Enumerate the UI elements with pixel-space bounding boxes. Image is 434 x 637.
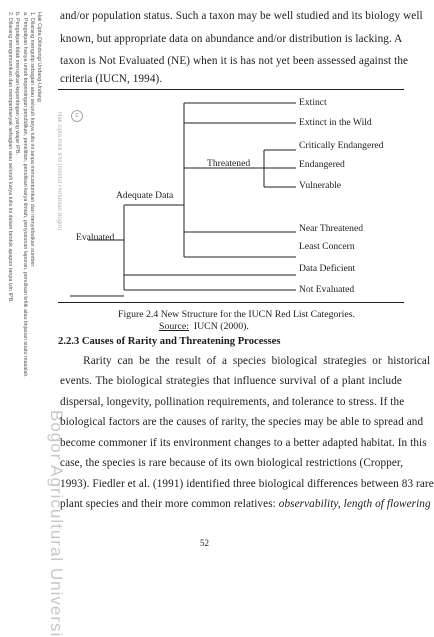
node-data-deficient: Data Deficient bbox=[299, 263, 356, 274]
section-line-6: case, the species is rare because of its own biological restrictions (Cropper, bbox=[60, 457, 404, 469]
section-heading: 2.2.3 Causes of Rarity and Threatening Processes bbox=[58, 336, 281, 347]
intro-line-1: and/or population status. Such a taxon may be well studied and its biology well bbox=[60, 10, 423, 22]
copyright-circle-icon: c bbox=[71, 110, 83, 122]
node-near-threatened: Near Threatened bbox=[299, 223, 364, 234]
watermark-university-text: Bogor Agricultural Universi bbox=[47, 410, 66, 637]
section-line-8 bbox=[60, 498, 431, 510]
figure-source bbox=[159, 321, 249, 332]
node-not-evaluated: Not Evaluated bbox=[299, 284, 355, 295]
watermark-center-text: Hak cipta milik IPB (Institut Pertanian Bogor) bbox=[56, 112, 62, 231]
figure-caption: Figure 2.4 New Structure for the IUCN Red List Categories. bbox=[118, 309, 355, 320]
node-critically-endangered: Critically Endangered bbox=[299, 140, 384, 151]
intro-line-4: criteria (IUCN, 1994). bbox=[60, 73, 163, 85]
node-least-concern: Least Concern bbox=[299, 241, 355, 252]
node-adequate-data: Adequate Data bbox=[116, 190, 174, 201]
watermark-line-4: 2. Dilarang mengumumkan dan memperbanyak sebagian atau seluruh karya tulis ini dalam bentuk apapun tanpa izin IPB. bbox=[7, 12, 14, 303]
source-text: IUCN (2000). bbox=[188, 321, 249, 332]
page-number: 52 bbox=[200, 538, 209, 548]
section-line-1: Rarity can be the result of a species biological strategies or historical bbox=[60, 355, 431, 367]
section-line-4: biological factors are the causes of rarity, the species may be able to spread and bbox=[60, 416, 424, 428]
watermark-heading: Hak Cipta Dilindungi Undang-Undang bbox=[36, 12, 43, 102]
watermark-line-3: b. Pengutipan tidak merugikan kepentingan yang wajar IPB. bbox=[14, 12, 21, 155]
node-extinct: Extinct bbox=[299, 97, 327, 108]
node-evaluated: Evaluated bbox=[76, 232, 115, 243]
section-line-2: events. The biological strategies that influence survival of a plant include bbox=[60, 375, 402, 387]
section-line-8-italic: observability, length of flowering bbox=[278, 498, 431, 510]
watermark-line-2: a. Pengutipan hanya untuk kepentingan pendidikan, penelitian, penulisan karya ilmiah, penyusunan laporan, penulisan kritik atau tinjauan suatu masalah. bbox=[21, 12, 28, 378]
node-vulnerable: Vulnerable bbox=[299, 180, 342, 191]
node-threatened: Threatened bbox=[207, 158, 251, 169]
source-label: Source: bbox=[159, 321, 189, 332]
figure-bottom-rule bbox=[58, 302, 404, 303]
node-endangered: Endangered bbox=[299, 159, 345, 170]
section-line-8-plain: plant species and their more common relatives: bbox=[60, 498, 279, 510]
intro-line-3: taxon is Not Evaluated (NE) when it is has not yet been assessed against the bbox=[60, 55, 409, 67]
watermark-line-1: 1. Dilarang mengutip sebagian atau seluruh karya tulis ini tanpa mencantumkan dan menyebutkan sumber: bbox=[28, 12, 35, 268]
section-line-7: 1993). Fiedler et al. (1991) identified three biological differences between 83 rare bbox=[60, 478, 434, 490]
section-line-5: become commoner if its environment changes to a better adapted habitat. In this bbox=[60, 437, 427, 449]
section-line-3: dispersal, longevity, pollination requirements, and tolerance to stress. If the bbox=[60, 396, 405, 408]
intro-line-2: known, but appropriate data on abundance and/or distribution is lacking. A bbox=[60, 33, 403, 45]
node-extinct-in-the-wild: Extinct in the Wild bbox=[299, 117, 372, 128]
